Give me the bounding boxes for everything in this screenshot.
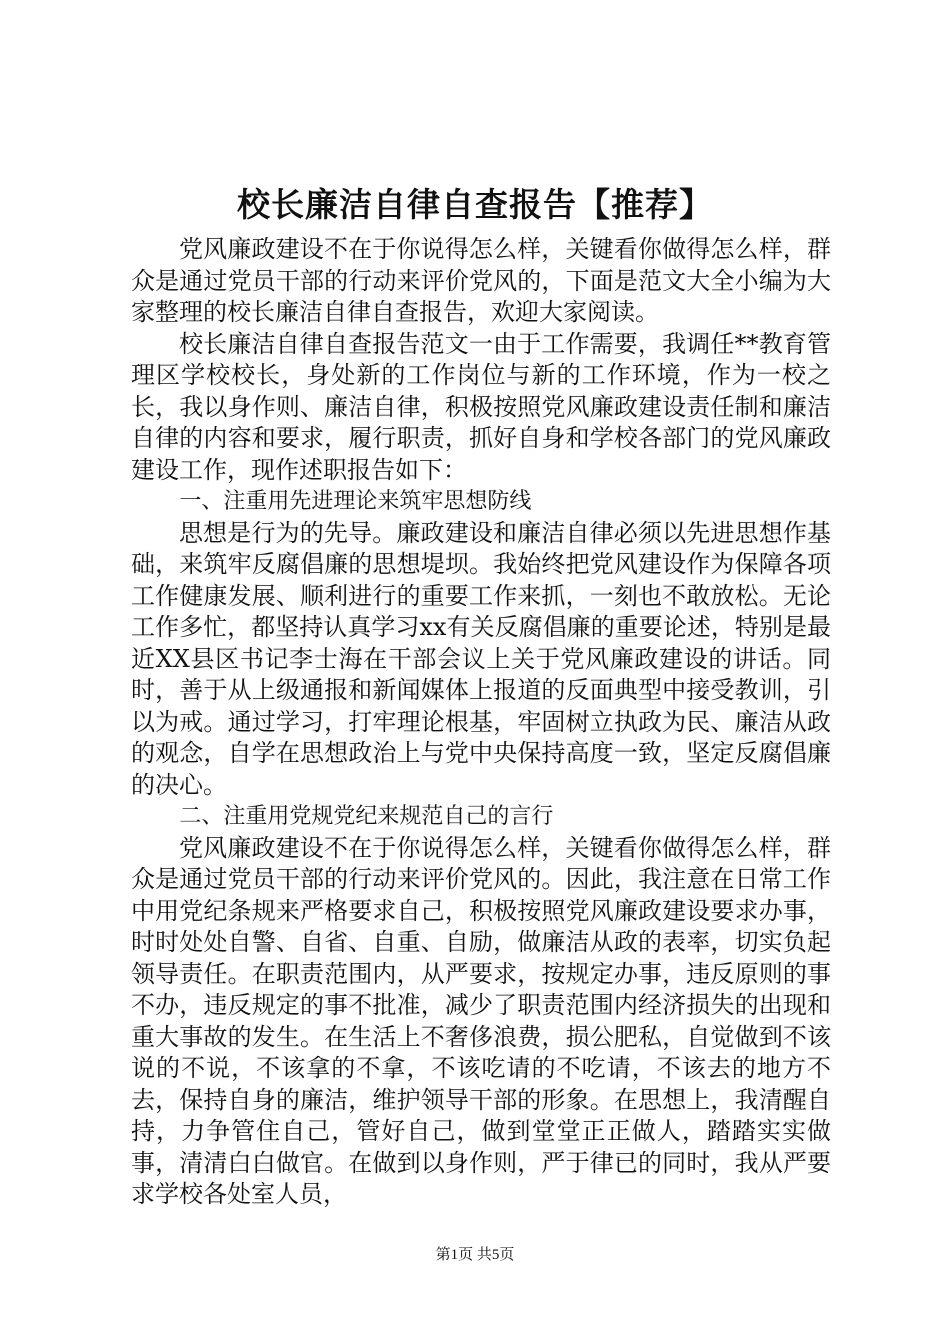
document-body	[131, 234, 831, 1211]
report-opening-paragraph: 校长廉洁自律自查报告范文一由于工作需要，我调任**教育管理区学校校长，身处新的工作岗位与新的工作环境，作为一校之长，我以身作则、廉洁自律，积极按照党风廉政建设责任制和廉洁自律的内容和要求，履行职责，抓好自身和学校各部门的党风廉政建设工作，现作述职报告如下：	[131, 329, 831, 484]
page-number-footer: 第1页 共5页	[435, 1247, 515, 1263]
section-heading-2: 二、注重用党规党纪来规范自己的言行	[179, 804, 554, 829]
section-heading-1: 一、注重用先进理论来筑牢思想防线	[179, 489, 532, 514]
section-2-paragraph: 党风廉政建设不在于你说得怎么样，关键看你做得怎么样，群众是通过党员干部的行动来评价党风的。因此，我注意在日常工作中用党纪条规来严格要求自己，积极按照党风廉政建设要求办事，时时处处自警、自省、自重、自励，做廉洁从政的表率，切实负起领导责任。在职责范围内，从严要求，按规定办事，违反原则的事不办，违反规定的事不批准，减少了职责范围内经济损失的出现和重大事故的发生。在生活上不奢侈浪费，损公肥私，自觉做到不该说的不说，不该拿的不拿，不该吃请的不吃请，不该去的地方不去，保持自身的廉洁，维护领导干部的形象。在思想上，我清醒自持，力争管住自己，管好自己，做到堂堂正正做人，踏踏实实做事，清清白白做官。在做到以身作则，严于律已的同时，我从严要求学校各处室人员，	[131, 833, 831, 1208]
intro-paragraph: 党风廉政建设不在于你说得怎么样，关键看你做得怎么样，群众是通过党员干部的行动来评价党风的，下面是范文大全小编为大家整理的校长廉洁自律自查报告，欢迎大家阅读。	[131, 235, 831, 326]
document-title: 校长廉洁自律自查报告【推荐】	[237, 185, 713, 224]
section-1-paragraph: 思想是行为的先导。廉政建设和廉洁自律必须以先进思想作基础，来筑牢反腐倡廉的思想堤坝。我始终把党风建设作为保障各项工作健康发展、顺利进行的重要工作来抓，一刻也不敢放松。无论工作多忙，都坚持认真学习xx有关反腐倡廉的重要论述，特别是最近XX县区书记李士海在干部会议上关于党风廉政建设的讲话。同时，善于从上级通报和新闻媒体上报道的反面典型中接受教训，引以为戒。通过学习，打牢理论根基，牢固树立执政为民、廉洁从政的观念，自学在思想政治上与党中央保持高度一致，坚定反腐倡廉的决心。	[131, 518, 831, 799]
